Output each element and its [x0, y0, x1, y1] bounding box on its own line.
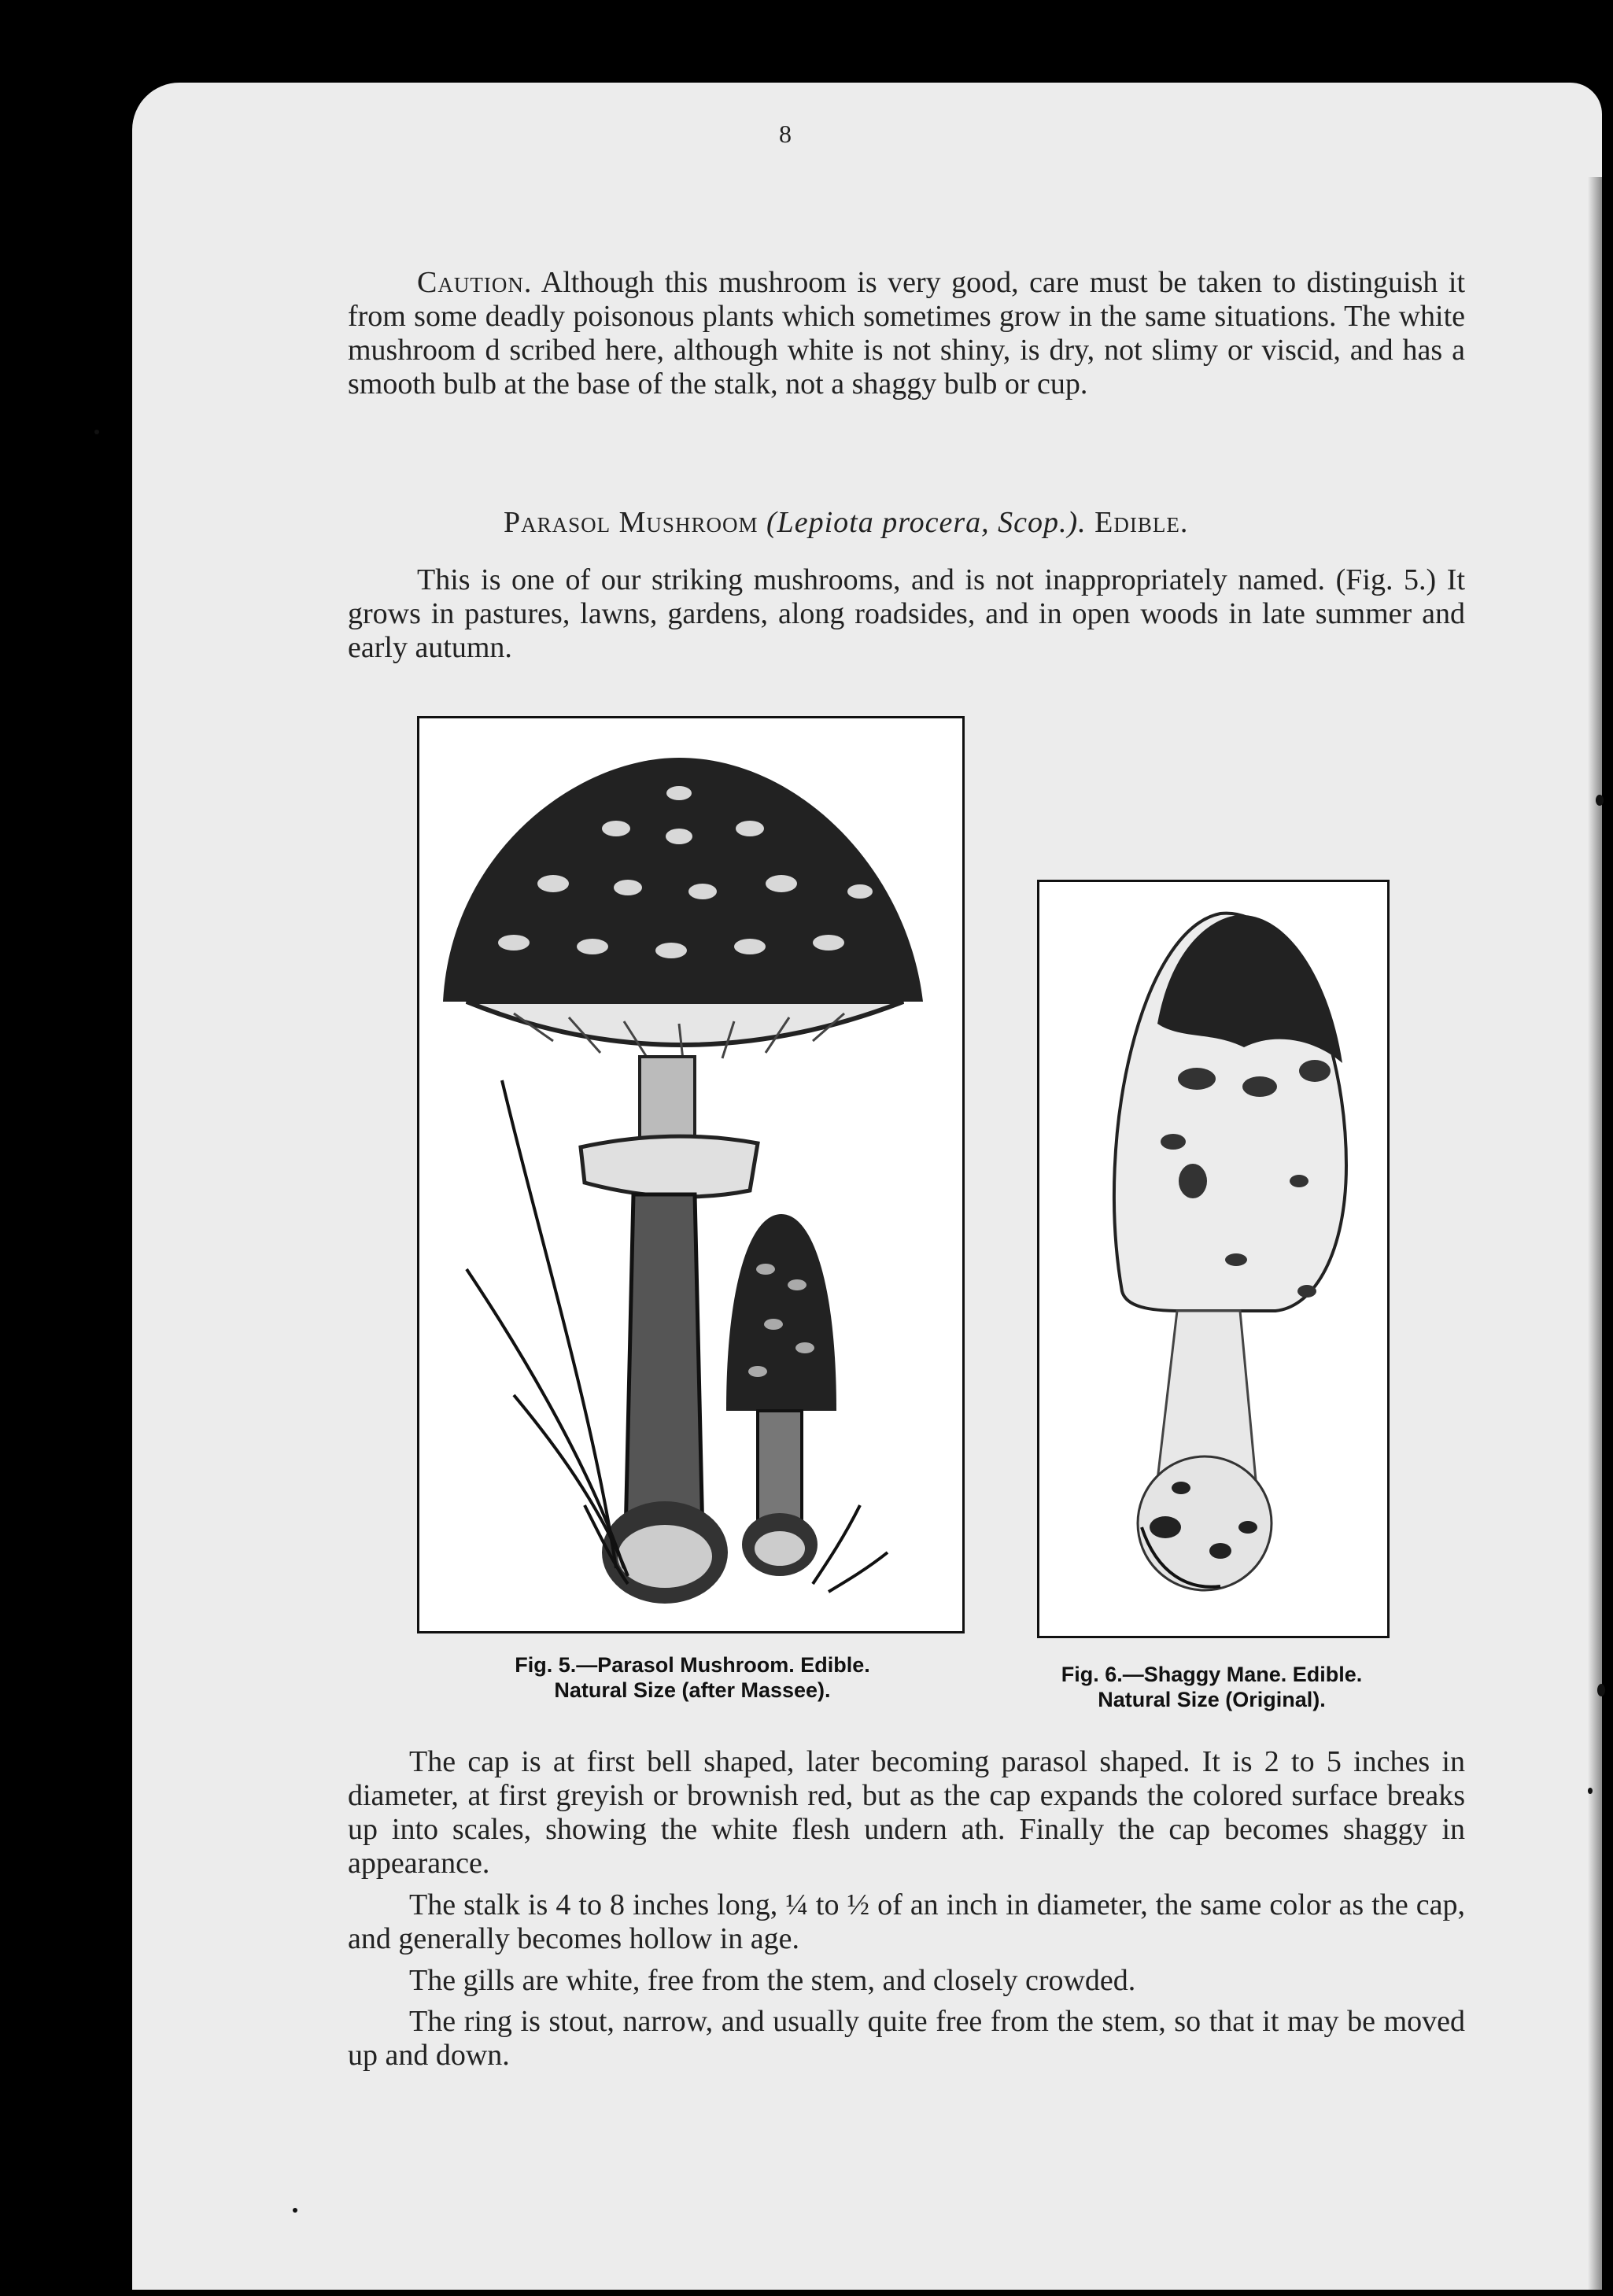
parasol-mushroom-illustration: [419, 718, 962, 1631]
intro-paragraph: This is one of our striking mushrooms, and is not inappropriately named. (Fig. 5.) It grows in pastures, lawns, gardens, along roadsides, and in open woods in late summer and early autumn.: [348, 563, 1465, 664]
page-number: 8: [779, 120, 792, 148]
figure-parasol-mushroom: [417, 716, 965, 1633]
scan-speck: [1597, 1684, 1605, 1696]
heading-latin: (Lepiota procera, Scop.).: [766, 506, 1087, 539]
caution-text: Although this mushroom is very good, care must be taken to distinguish it from some deadly poisonous plants which sometimes grow in the same situations. The white mushroom d scribed here, although white is not shiny, is dry, not slimy or viscid, and has a smooth bulb at the base of the stalk, not a shaggy bulb or cup.: [348, 266, 1465, 401]
figure-5-caption: [417, 1652, 968, 1703]
section-heading: [504, 505, 1353, 540]
heading-edibility: Edible.: [1094, 506, 1189, 539]
figure-shaggy-mane: [1037, 880, 1390, 1638]
page-edge-shadow: [1588, 177, 1602, 2290]
figure-5-caption-line2: Natural Size (after Massee).: [554, 1678, 831, 1702]
cap-description: The cap is at first bell shaped, later becoming parasol shaped. It is 2 to 5 inches in diameter, at first greyish or brownish red, but as the cap expands the colored surface breaks up into scales, showing the white flesh undern ath. Finally the cap becomes shaggy in appearance.: [348, 1745, 1465, 1880]
figure-5-caption-line1: Fig. 5.—Parasol Mushroom. Edible.: [515, 1653, 870, 1677]
figure-6-caption-line2: Natural Size (Original).: [1098, 1688, 1326, 1711]
scan-speck: [94, 430, 99, 434]
scan-speck: [293, 2208, 297, 2213]
shaggy-mane-illustration: [1039, 882, 1387, 1636]
scan-speck: [1596, 795, 1604, 806]
figure-6-caption-line1: Fig. 6.—Shaggy Mane. Edible.: [1061, 1663, 1363, 1686]
caution-paragraph: [348, 266, 1465, 401]
caution-label: Caution.: [417, 266, 533, 299]
figure-6-caption: [999, 1662, 1424, 1712]
stalk-description: The stalk is 4 to 8 inches long, ¼ to ½ of an inch in diameter, the same color as the cap, and generally becomes hollow in age.: [348, 1888, 1465, 1955]
scan-speck: [1588, 1788, 1593, 1794]
heading-name: Parasol Mushroom: [504, 506, 759, 539]
ring-description: The ring is stout, narrow, and usually quite free from the stem, so that it may be moved up and down.: [348, 2005, 1465, 2072]
gills-description: The gills are white, free from the stem, and closely crowded.: [409, 1964, 1136, 1997]
